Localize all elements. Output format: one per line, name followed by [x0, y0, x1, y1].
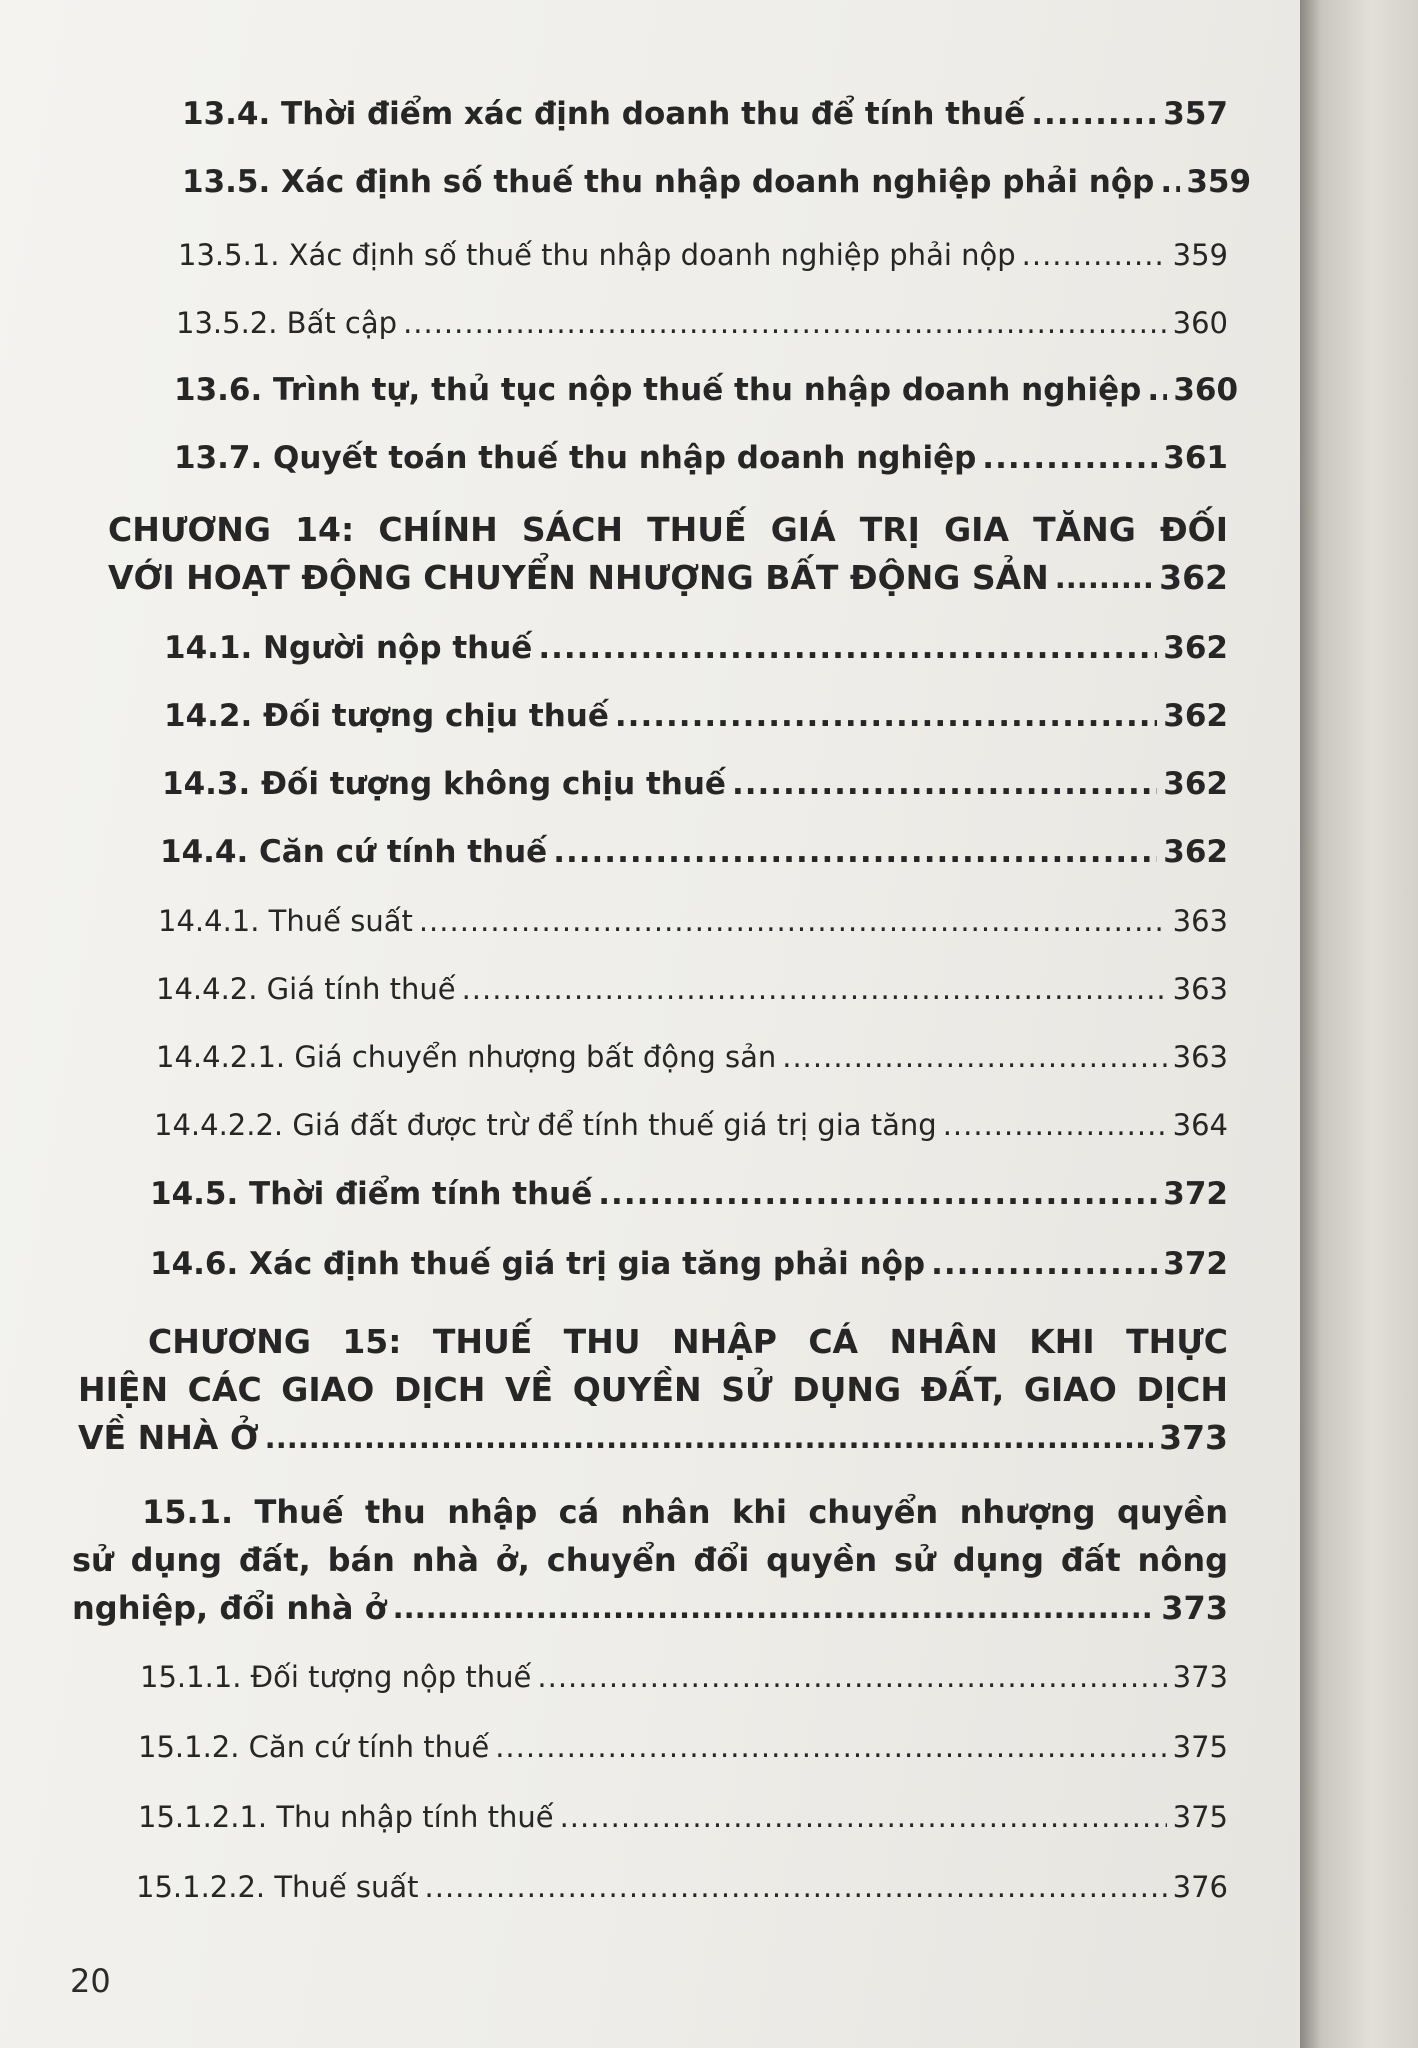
chapter-15-line-3: VỀ NHÀ Ở [78, 1418, 259, 1457]
toc-entry-title: 14.4.2.2. Giá đất được trừ để tính thuế giá trị gia tăng [154, 1108, 937, 1142]
chapter-15-heading [78, 1318, 1228, 1462]
chapter-14-page: 362 [1159, 558, 1228, 597]
toc-entry-14-4-2-1 [156, 1040, 1228, 1074]
section-15-1-last-line [72, 1584, 1228, 1632]
toc-entry-page: 363 [1172, 972, 1228, 1006]
chapter-14-last-line [108, 554, 1228, 602]
dot-leader [560, 1800, 1167, 1834]
dot-leader [598, 1176, 1157, 1212]
dot-leader [1031, 96, 1157, 132]
dot-leader [495, 1730, 1166, 1764]
toc-entry-page: 361 [1163, 440, 1228, 476]
toc-entry-title: 14.2. Đối tượng chịu thuế [164, 698, 609, 734]
toc-entry-13-5-1 [178, 238, 1228, 272]
toc-entry-title: 15.1.2.1. Thu nhập tính thuế [138, 1800, 554, 1834]
toc-entry-page: 359 [1186, 164, 1252, 200]
section-15-1-line-2: sử dụng đất, bán nhà ở, chuyển đổi quyền sử dụng đất nông [72, 1541, 1228, 1579]
toc-entry-page: 375 [1172, 1800, 1228, 1834]
toc-entry-title: 14.4.2. Giá tính thuế [156, 972, 456, 1006]
dot-leader [538, 630, 1157, 666]
chapter-15-last-line [78, 1414, 1228, 1462]
toc-entry-14-6 [150, 1246, 1228, 1282]
dot-leader [1055, 554, 1153, 602]
toc-entry-13-5-2 [176, 306, 1228, 340]
toc-entry-14-4-2-2 [154, 1108, 1228, 1142]
chapter-14-line-2: VỚI HOẠT ĐỘNG CHUYỂN NHƯỢNG BẤT ĐỘNG SẢN [108, 558, 1049, 597]
dot-leader [425, 1870, 1167, 1904]
dot-leader [732, 766, 1157, 802]
toc-entry-page: 363 [1172, 904, 1228, 938]
page-number: 20 [70, 1962, 111, 2000]
dot-leader [403, 306, 1167, 340]
chapter-15-line-1: CHƯƠNG 15: THUẾ THU NHẬP CÁ NHÂN KHI THỰC [148, 1322, 1228, 1361]
toc-entry-page: 372 [1163, 1176, 1228, 1212]
chapter-15-page: 373 [1159, 1418, 1228, 1457]
dot-leader [943, 1108, 1167, 1142]
dot-leader [1147, 372, 1167, 408]
toc-entry-title: 14.6. Xác định thuế giá trị gia tăng phải nộp [150, 1246, 926, 1282]
dot-leader [393, 1584, 1156, 1632]
toc-entry-14-4-2 [156, 972, 1228, 1006]
toc-entry-15-1-1 [140, 1660, 1228, 1694]
toc-entry-13-5 [182, 164, 1252, 200]
toc-entry-title: 15.1.2.2. Thuế suất [136, 1870, 419, 1904]
toc-entry-title: 13.6. Trình tự, thủ tục nộp thuế thu nhập doanh nghiệp [174, 372, 1142, 408]
dot-leader [982, 440, 1157, 476]
toc-entry-14-3 [162, 766, 1228, 802]
dot-leader [615, 698, 1157, 734]
dot-leader [265, 1414, 1153, 1462]
dot-leader [462, 972, 1167, 1006]
toc-entry-title: 13.5. Xác định số thuế thu nhập doanh nghiệp phải nộp [182, 164, 1155, 200]
toc-entry-page: 373 [1172, 1660, 1228, 1694]
dot-leader [1022, 238, 1167, 272]
toc-entry-page: 362 [1163, 834, 1228, 870]
dot-leader [1160, 164, 1180, 200]
toc-entry-page: 372 [1163, 1246, 1228, 1282]
toc-entry-page: 360 [1173, 372, 1239, 408]
toc-entry-13-4 [182, 96, 1228, 132]
toc-entry-page: 363 [1172, 1040, 1228, 1074]
toc-entry-14-2 [164, 698, 1228, 734]
toc-entry-14-4-1 [158, 904, 1228, 938]
toc-entry-15-1-2 [138, 1730, 1228, 1764]
toc-entry-page: 364 [1172, 1108, 1228, 1142]
chapter-14-line-1: CHƯƠNG 14: CHÍNH SÁCH THUẾ GIÁ TRỊ GIA TĂNG ĐỐI [108, 510, 1228, 549]
chapter-14-heading [108, 506, 1228, 602]
toc-entry-title: 15.1.1. Đối tượng nộp thuế [140, 1660, 532, 1694]
section-15-1-page: 373 [1161, 1589, 1228, 1627]
toc-entry-title: 14.5. Thời điểm tính thuế [150, 1176, 593, 1212]
section-15-1-line-1: 15.1. Thuế thu nhập cá nhân khi chuyển nhượng quyền [142, 1493, 1228, 1531]
section-15-1-heading [72, 1488, 1228, 1632]
toc-entry-13-6 [174, 372, 1239, 408]
dot-leader [553, 834, 1157, 870]
toc-entry-page: 362 [1163, 698, 1228, 734]
toc-entry-page: 375 [1172, 1730, 1228, 1764]
toc-entry-page: 362 [1163, 630, 1228, 666]
toc-entry-page: 357 [1163, 96, 1228, 132]
dot-leader [782, 1040, 1166, 1074]
section-15-1-line-3: nghiệp, đổi nhà ở [72, 1589, 387, 1627]
toc-entry-title: 13.5.2. Bất cập [176, 306, 398, 340]
toc-entry-title: 14.3. Đối tượng không chịu thuế [162, 766, 726, 802]
toc-entry-page: 376 [1172, 1870, 1228, 1904]
toc-entry-14-4 [160, 834, 1228, 870]
book-page-edge [1300, 0, 1418, 2048]
toc-entry-title: 13.7. Quyết toán thuế thu nhập doanh nghiệp [174, 440, 977, 476]
toc-entry-title: 14.1. Người nộp thuế [164, 630, 533, 666]
toc-entry-15-1-2-1 [138, 1800, 1228, 1834]
toc-entry-13-7 [174, 440, 1228, 476]
toc-entry-page: 359 [1172, 238, 1228, 272]
toc-entry-title: 14.4. Căn cứ tính thuế [160, 834, 548, 870]
toc-entry-title: 15.1.2. Căn cứ tính thuế [138, 1730, 490, 1764]
toc-entry-15-1-2-2 [136, 1870, 1228, 1904]
chapter-15-line-2: HIỆN CÁC GIAO DỊCH VỀ QUYỀN SỬ DỤNG ĐẤT, GIAO DỊCH [78, 1370, 1228, 1409]
dot-leader [419, 904, 1167, 938]
toc-entry-page: 362 [1163, 766, 1228, 802]
dot-leader [931, 1246, 1157, 1282]
toc-entry-title: 13.5.1. Xác định số thuế thu nhập doanh nghiệp phải nộp [178, 238, 1016, 272]
toc-entry-14-5 [150, 1176, 1228, 1212]
toc-entry-14-1 [164, 630, 1228, 666]
toc-entry-title: 13.4. Thời điểm xác định doanh thu để tính thuế [182, 96, 1026, 132]
dot-leader [537, 1660, 1166, 1694]
toc-entry-title: 14.4.2.1. Giá chuyển nhượng bất động sản [156, 1040, 777, 1074]
toc-entry-page: 360 [1172, 306, 1228, 340]
toc-entry-title: 14.4.1. Thuế suất [158, 904, 413, 938]
